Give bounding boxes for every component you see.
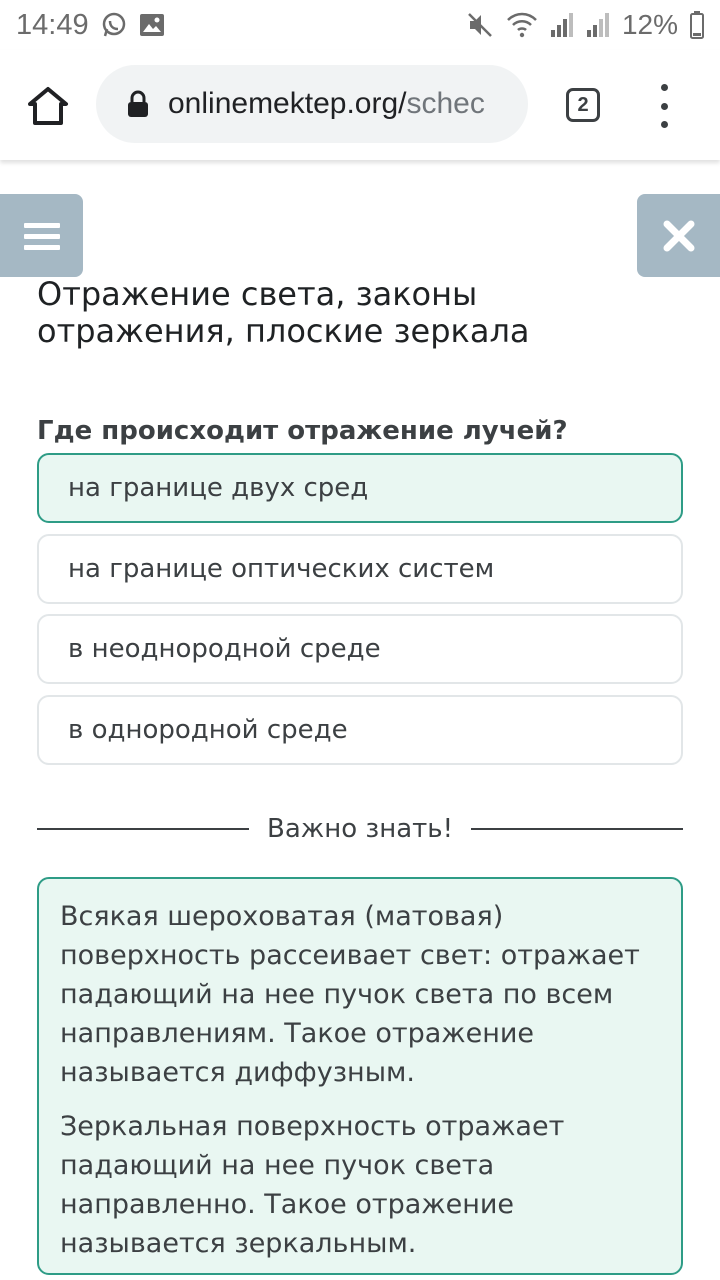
status-time: 14:49 xyxy=(16,8,89,41)
close-icon xyxy=(662,219,696,253)
dot-icon xyxy=(661,121,668,128)
whatsapp-icon xyxy=(101,12,127,38)
answer-option-label: на границе оптических систем xyxy=(68,554,495,584)
answer-option-label: на границе двух сред xyxy=(68,473,369,503)
browser-menu-button[interactable] xyxy=(650,84,678,128)
info-paragraph-1: Всякая шероховатая (матовая) поверхность рассеивает свет: отражает падающий на нее пучок света по всем направлениям. Такое отражение называется диффузным. xyxy=(60,901,640,1088)
signal-icon-2 xyxy=(586,12,610,38)
lesson-title: Отражение света, законы отражения, плоские зеркала xyxy=(37,275,530,350)
tab-switcher-button[interactable] xyxy=(566,88,600,122)
answer-option-1[interactable] xyxy=(37,453,683,523)
mute-icon xyxy=(466,11,494,39)
status-bar xyxy=(0,0,720,50)
question-text: Где происходит отражение лучей? xyxy=(37,416,568,446)
dot-icon xyxy=(661,103,668,110)
lock-icon xyxy=(126,89,150,119)
divider-line xyxy=(37,828,249,830)
address-bar[interactable] xyxy=(96,65,528,143)
home-button[interactable] xyxy=(26,84,70,128)
wifi-icon xyxy=(506,11,538,39)
important-info-box xyxy=(37,877,683,1275)
close-button[interactable] xyxy=(637,194,720,277)
image-icon xyxy=(139,13,165,37)
answer-option-4[interactable] xyxy=(37,695,683,765)
dot-icon xyxy=(661,84,668,91)
info-paragraph-2: Зеркальная поверхность отражает падающий на нее пучок света направленно. Такое отражение называется зеркальным. xyxy=(60,1111,565,1259)
answer-option-label: в однородной среде xyxy=(68,715,348,745)
status-right xyxy=(466,9,704,41)
divider-line xyxy=(471,828,683,830)
hamburger-icon xyxy=(22,220,62,252)
url-text xyxy=(168,87,485,121)
battery-icon xyxy=(690,11,704,39)
important-heading: Важно знать! xyxy=(267,814,454,844)
important-divider xyxy=(37,808,683,850)
signal-icon xyxy=(550,12,574,38)
home-icon xyxy=(26,84,70,128)
menu-button[interactable] xyxy=(0,194,83,277)
battery-percent: 12% xyxy=(621,9,678,40)
answer-option-2[interactable] xyxy=(37,534,683,604)
url-domain: onlinemektep.org/ xyxy=(168,87,407,120)
status-left xyxy=(16,9,165,42)
browser-toolbar xyxy=(0,50,720,160)
url-path: schec xyxy=(406,87,485,120)
tab-count: 2 xyxy=(577,93,589,116)
answer-option-3[interactable] xyxy=(37,614,683,684)
answer-option-label: в неоднородной среде xyxy=(68,634,381,664)
